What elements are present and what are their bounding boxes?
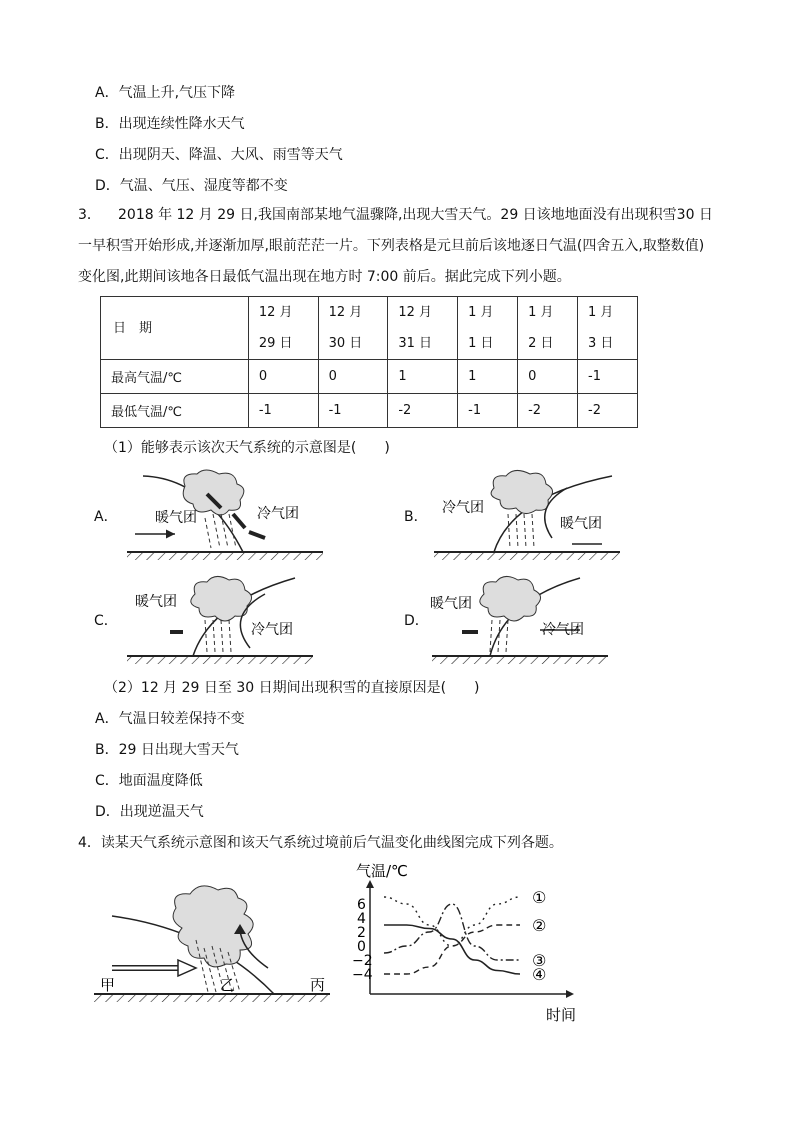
series-label-2: ② [532, 916, 547, 935]
table-cell: -2 [578, 394, 638, 428]
cold-mass-text: 冷气团 [542, 622, 584, 638]
series-line-4 [384, 925, 520, 974]
option-c: C．出现阴天、降温、大风、雨雪等天气 [95, 147, 343, 163]
table-date-cell: 12 月 30 日 [318, 297, 388, 360]
sub-question-1: （1）能够表示该次天气系统的示意图是( ) [104, 440, 390, 456]
table-row-label: 最高气温/℃ [101, 360, 249, 394]
table-row-max [101, 360, 638, 394]
chart-xlabel: 时间 [546, 1006, 577, 1024]
y-tick-label: 0 [357, 939, 366, 955]
table-cell: -1 [458, 394, 518, 428]
table-date-cell: 1 月 1 日 [458, 297, 518, 360]
table-cell: -1 [248, 394, 318, 428]
table-date-cell: 1 月 3 日 [578, 297, 638, 360]
table-cell: 0 [518, 360, 578, 394]
diagram-d-label: D． [404, 613, 429, 629]
diagram-a-label: A． [94, 509, 118, 525]
warm-mass-text: 暖气团 [430, 596, 472, 612]
table-cell: -1 [318, 394, 388, 428]
table-header-row [101, 297, 638, 360]
warm-mass-text: 暖气团 [135, 594, 177, 610]
option-a: A．气温上升,气压下降 [95, 85, 236, 101]
cold-mass-text: 冷气团 [257, 506, 299, 522]
table-date-cell: 12 月 31 日 [388, 297, 458, 360]
table-cell: -1 [578, 360, 638, 394]
chart-ylabel: 气温/℃ [356, 862, 408, 880]
front-diagram-b [432, 468, 622, 563]
front-diagram-d [430, 572, 610, 667]
y-tick-label: −4 [352, 967, 373, 983]
y-tick-label: 2 [357, 925, 366, 941]
diagram-c-label: C． [94, 613, 118, 629]
temperature-table [100, 296, 638, 428]
cold-mass-text: 冷气团 [251, 622, 293, 638]
weather-system-diagram [92, 868, 332, 1008]
sub2-option-d: D．出现逆温天气 [95, 804, 204, 820]
sub2-option-b: B．29 日出现大雪天气 [95, 742, 239, 758]
warm-mass-text: 暖气团 [155, 510, 197, 526]
option-d: D．气温、气压、湿度等都不变 [95, 178, 288, 194]
question-3-number: 3． [78, 207, 101, 223]
y-tick-label: 4 [357, 911, 366, 927]
place-yi: 乙 [220, 976, 236, 994]
y-tick-label: −2 [352, 953, 373, 969]
series-label-3: ③ [532, 951, 547, 970]
question-3-stem [78, 200, 718, 293]
sub2-option-c: C．地面温度降低 [95, 773, 203, 789]
table-header-date: 日 期 [101, 297, 249, 360]
table-cell: -2 [388, 394, 458, 428]
series-line-3 [384, 904, 520, 960]
warm-mass-text: 暖气团 [560, 516, 602, 532]
sub-question-2: （2）12 月 29 日至 30 日期间出现积雪的直接原因是( ) [104, 680, 480, 696]
diagram-b-label: B． [404, 509, 428, 525]
table-date-cell: 12 月 29 日 [248, 297, 318, 360]
series-line-2 [384, 925, 520, 974]
option-b: B．出现连续性降水天气 [95, 116, 245, 132]
table-cell: 0 [248, 360, 318, 394]
place-bing: 丙 [310, 976, 326, 994]
table-cell: 0 [318, 360, 388, 394]
temperature-chart [348, 856, 588, 1026]
table-row-label: 最低气温/℃ [101, 394, 249, 428]
series-label-1: ① [532, 888, 547, 907]
table-cell: 1 [458, 360, 518, 394]
question-4-stem: 4．读某天气系统示意图和该天气系统过境前后气温变化曲线图完成下列各题。 [78, 835, 563, 851]
question-3-text: 2018 年 12 月 29 日,我国南部某地气温骤降,出现大雪天气。29 日该地地面没有出现积雪30 日一早积雪开始形成,并逐渐加厚,眼前茫茫一片。下列表格是元旦前后该地逐日气温(四舍五入,取整数值)变化图,此期间该地各日最低气温出现在地方时 7:00 前后。据此完成下列小题。 [78, 207, 713, 285]
table-row-min [101, 394, 638, 428]
series-label-4: ④ [532, 965, 547, 984]
table-cell: -2 [518, 394, 578, 428]
front-diagram-c [125, 572, 315, 667]
table-date-cell: 1 月 2 日 [518, 297, 578, 360]
table-cell: 1 [388, 360, 458, 394]
sub2-option-a: A．气温日较差保持不变 [95, 711, 245, 727]
front-diagram-a [125, 468, 325, 563]
cold-mass-text: 冷气团 [442, 500, 484, 516]
place-jia: 甲 [100, 976, 116, 994]
y-tick-label: 6 [357, 897, 366, 913]
